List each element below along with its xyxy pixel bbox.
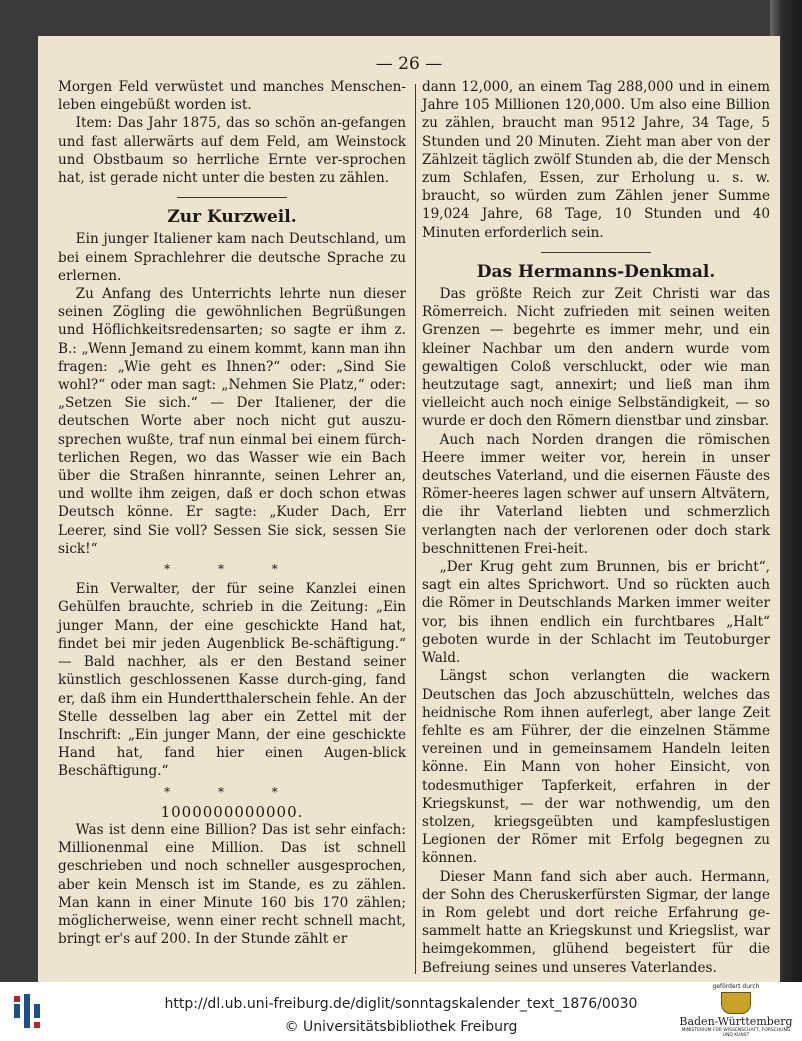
asterism-1: * * *	[164, 562, 300, 577]
section-rule-right	[541, 252, 651, 253]
permalink-url[interactable]: http://dl.ub.uni-freiburg.de/diglit/sonntagskalender_text_1876/0030	[164, 996, 638, 1012]
story2-para: Ein Verwalter, der für seine Kanzlei einen Gehülfen brauchte, schrieb in die Zeitung: „Ein junger Mann, der eine geschickte Hand hat, findet bei mir jeden Augenblick Be-schäftigung.“ — Bald nachher, als er den Bestand seiner künstlich geschlossenen Kasse durch-ging, fand er, daß ihm ein Hundertthalerschein fehle. An der Stelle desselben lag aber ein Zettel mit der Inschrift: „Ein junger Mann, der eine geschickte Hand hat, fand hier einen Augen-blick Beschäftigung.“	[58, 581, 406, 780]
section-heading-kurzweil: Zur Kurzweil.	[167, 207, 297, 228]
hermann-para-1: Das größte Reich zur Zeit Christi war das Römerreich. Nicht zufrieden mit seinen weiten Grenzen — begehrte es immer mehr, und ein kleiner Nachbar um den andern wurde vom gewaltigen Coloß verschluckt, oder wie man heutzutage sagt, annexirt; und ließ man ihm vielleicht auch noch einige Selbständigkeit, — so wurde er doch den Römern dienstbar und zinsbar.	[422, 286, 770, 430]
funded-by-label: gefördert durch	[712, 983, 760, 990]
copyright-notice: © Universitätsbibliothek Freiburg	[284, 1019, 518, 1035]
viewer-footer	[0, 982, 802, 1041]
hermann-para-5: Dieser Mann fand sich aber auch. Hermann, der Sohn des Cheruskerfürsten Sigmar, der lange in Rom gelebt und dort reiche Erfahrung ge-sammelt hatte an Kriegskunst und Kriegslist, war heimgekommen, glühend begeistert für die Befreiung seines und unseres Vaterlandes.	[422, 868, 770, 976]
hermann-para-2: Auch nach Norden drangen die römischen Heere immer weiter vor, herein in unser deutsches Vaterland, und die eisernen Fäuste des Römer-heeres lagen schwer auf unsern Altvätern, die ihr Vaterland liebten und schmerzlich verlangten nach der verlorenen oder doch stark beschnittenen Frei-heit.	[422, 431, 770, 557]
state-crest-icon	[721, 992, 751, 1014]
story1-para-1: Ein junger Italiener kam nach Deutschland, um bei einem Sprachlehrer die deutsche Sprache zu erlernen.	[58, 231, 406, 284]
section-heading-hermann: Das Hermanns-Denkmal.	[476, 261, 716, 282]
asterism-2: * * *	[164, 784, 300, 799]
hermann-para-4: Längst schon verlangten die wackern Deutschen das Joch abzuschütteln, welches das heidnische Rom ihnen auferlegt, aber lange Zeit fehlte es am Führer, der die einzelnen Stämme vereinen und in gemeinsamem Handeln leiten könne. Ein Mann von hoher Einsicht, von todesmuthiger Tapferkeit, erfahren in der Kriegskunst, — der war nothwendig, um den stolzen, kriegsgeübten und kampfeslustigen Legionen der Römer mit Erfolg begegnen zu können.	[422, 668, 770, 867]
section-rule	[177, 197, 287, 198]
right-column	[422, 78, 770, 977]
book-page	[38, 36, 780, 982]
column-divider	[415, 84, 416, 974]
ministry-name: MINISTERIUM FÜR WISSENSCHAFT, FORSCHUNG UND KUNST	[681, 1028, 791, 1038]
baden-wuerttemberg-logo	[676, 982, 796, 1041]
left-para-2: Item: Das Jahr 1875, das so schön an-gefangen und fast allerwärts auf dem Feld, am Weinstock und Obstbaum so herrliche Ernte ver-sprochen hat, ist gerade nicht unter die besten zu zählen.	[58, 115, 406, 187]
story3-para: Was ist denn eine Billion? Das ist sehr einfach: Millionenmal eine Million. Das ist schnell geschrieben und noch schneller ausgesprochen, aber kein Mensch ist im Stande, es zu zählen. Man kann in einer Minute 160 bis 170 zählen; möglicherweise, wenn einer recht schnell macht, bringt er's auf 200. In der Stunde zählt er	[58, 821, 406, 948]
page-number: — 26 —	[375, 54, 443, 74]
state-name: Baden-Württemberg	[679, 1015, 793, 1028]
left-column	[58, 78, 406, 948]
hermann-para-3: „Der Krug geht zum Brunnen, bis er bricht“, sagt ein altes Sprichwort. Und so rückten auch die Römer in Deutschlands Marken immer weiter vor, bis ihnen endlich ein furchtbares „Halt“ geboten wurde in der Schlacht im Teutoburger Wald.	[422, 559, 770, 667]
right-para-1: dann 12,000, an einem Tag 288,000 und in einem Jahre 105 Millionen 120,000. Um also eine Billion zu zählen, braucht man 9512 Jahre, 34 Tage, 5 Stunden und 20 Minuten. Zieht man aber von der Zählzeit täglich zwölf Stunden ab, die der Mensch zum Schlafen, Essen, zur Erholung u. s. w. braucht, so würden zum Zählen jener Summe 19,024 Jahre, 68 Tage, 10 Stunden und 40 Minuten erforderlich sein.	[422, 79, 770, 241]
story1-para-2: Zu Anfang des Unterrichts lehrte nun dieser seinen Zögling die gewöhnlichen Begrüßungen und Höflichkeitsredensarten; so sagte er ihm z. B.: „Wenn Jemand zu einem kommt, kann man ihn fragen: „Wie geht es Ihnen?“ oder: „Sind Sie wohl?“ oder man sagt: „Nehmen Sie Platz,“ oder: „Setzen Sie sich.“ — Der Italiener, der die deutschen Worte aber noch nicht gut auszu-sprechen wußte, traf nun einmal bei einem fürch-terlichen Regen, wo das Wasser wie ein Bach über die Straßen hinrannte, seinen Lehrer an, und wollte ihm zeigen, daß er doch schon etwas Deutsch könne. Er sagte: „Kuder Dach, Err Leerer, sind Sie voll? Sessen Sie sick, sessen Sie sick!“	[58, 286, 406, 557]
left-para-1: Morgen Feld verwüstet und manches Menschen-leben eingebüßt worden ist.	[58, 79, 406, 114]
number-heading: 1000000000000.	[160, 802, 304, 821]
